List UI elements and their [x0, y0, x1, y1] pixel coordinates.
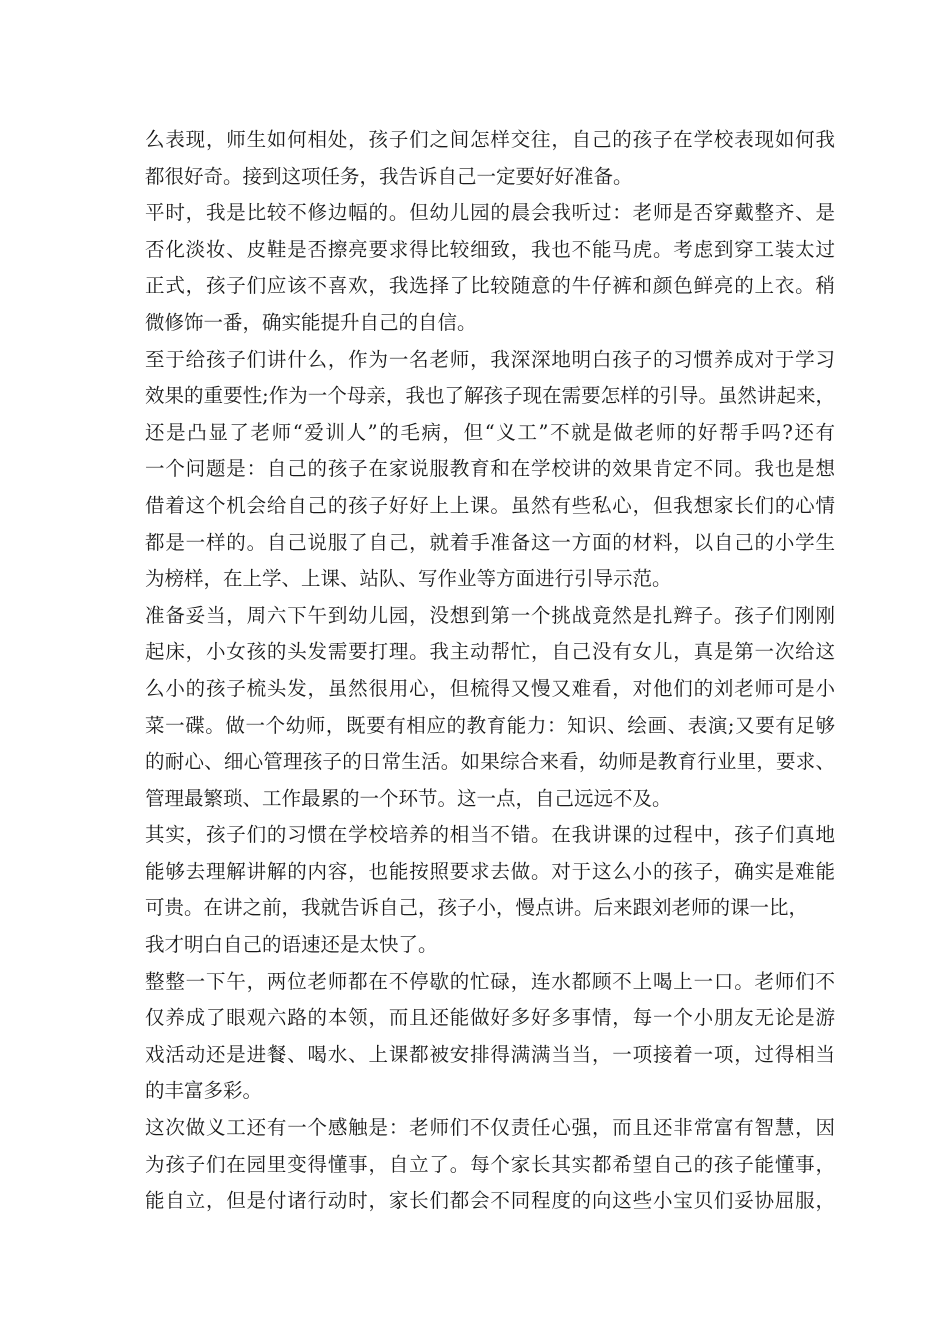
text-line: 戏活动还是进餐、喝水、上课都被安排得满满当当，一项接着一项，过得相当	[145, 1042, 835, 1066]
text-line: 正式，孩子们应该不喜欢，我选择了比较随意的牛仔裤和颜色鲜亮的上衣。稍	[145, 274, 835, 298]
text-line: 准备妥当，周六下午到幼儿园，没想到第一个挑战竟然是扎辫子。孩子们刚刚	[145, 603, 835, 627]
text-line: 起床，小女孩的头发需要打理。我主动帮忙，自己没有女儿，真是第一次给这	[145, 640, 835, 664]
text-line: 至于给孩子们讲什么，作为一名老师，我深深地明白孩子的习惯养成对于学习	[145, 347, 835, 371]
text-line: 为孩子们在园里变得懂事，自立了。每个家长其实都希望自己的孩子能懂事，	[145, 1152, 835, 1176]
document-body	[145, 122, 835, 1220]
text-line: 都很好奇。接到这项任务，我告诉自己一定要好好准备。	[145, 164, 633, 188]
text-line: 可贵。在讲之前，我就告诉自己，孩子小，慢点讲。后来跟刘老师的课一比，	[145, 896, 809, 920]
text-line: 仅养成了眼观六路的本领，而且还能做好多好多事情，每一个小朋友无论是游	[145, 1006, 835, 1030]
text-line: 一个问题是：自己的孩子在家说服教育和在学校讲的效果肯定不同。我也是想	[145, 457, 835, 481]
text-line: 我才明白自己的语速还是太快了。	[145, 933, 438, 957]
text-line: 还是凸显了老师“爱训人”的毛病，但“义工”不就是做老师的好帮手吗?还有	[145, 420, 835, 444]
text-line: 平时，我是比较不修边幅的。但幼儿园的晨会我听过：老师是否穿戴整齐、是	[145, 201, 835, 225]
text-line: 为榜样，在上学、上课、站队、写作业等方面进行引导示范。	[145, 567, 672, 591]
text-line: 整整一下午，两位老师都在不停歇的忙碌，连水都顾不上喝上一口。老师们不	[145, 969, 835, 993]
text-line: 都是一样的。自己说服了自己，就着手准备这一方面的材料，以自己的小学生	[145, 530, 835, 554]
text-line: 的丰富多彩。	[145, 1079, 263, 1103]
text-line: 能自立，但是付诸行动时，家长们都会不同程度的向这些小宝贝们妥协屈服，	[145, 1189, 835, 1213]
paragraph	[145, 817, 835, 963]
text-line: 其实，孩子们的习惯在学校培养的相当不错。在我讲课的过程中，孩子们真地	[145, 823, 835, 847]
paragraph	[145, 342, 835, 598]
text-line: 么表现，师生如何相处，孩子们之间怎样交往，自己的孩子在学校表现如何我	[145, 128, 835, 151]
text-line: 微修饰一番，确实能提升自己的自信。	[145, 310, 477, 334]
text-line: 否化淡妆、皮鞋是否擦亮要求得比较细致，我也不能马虎。考虑到穿工装太过	[145, 237, 835, 261]
text-line: 借着这个机会给自己的孩子好好上上课。虽然有些私心，但我想家长们的心情	[145, 493, 835, 517]
text-line: 菜一碟。做一个幼师，既要有相应的教育能力：知识、绘画、表演;又要有足够	[145, 713, 835, 737]
text-line: 么小的孩子梳头发，虽然很用心，但梳得又慢又难看，对他们的刘老师可是小	[145, 676, 835, 700]
paragraph	[145, 964, 835, 1110]
text-line: 效果的重要性;作为一个母亲，我也了解孩子现在需要怎样的引导。虽然讲起来，	[145, 384, 835, 408]
text-line: 管理最繁琐、工作最累的一个环节。这一点，自己远远不及。	[145, 786, 672, 810]
text-line: 这次做义工还有一个感触是：老师们不仅责任心强，而且还非常富有智慧，因	[145, 1116, 835, 1140]
text-line: 的耐心、细心管理孩子的日常生活。如果综合来看，幼师是教育行业里，要求、	[145, 750, 835, 774]
paragraph	[145, 195, 835, 341]
paragraph	[145, 122, 835, 195]
text-line: 能够去理解讲解的内容，也能按照要求去做。对于这么小的孩子，确实是难能	[145, 859, 835, 883]
paragraph	[145, 598, 835, 818]
paragraph	[145, 1110, 835, 1220]
